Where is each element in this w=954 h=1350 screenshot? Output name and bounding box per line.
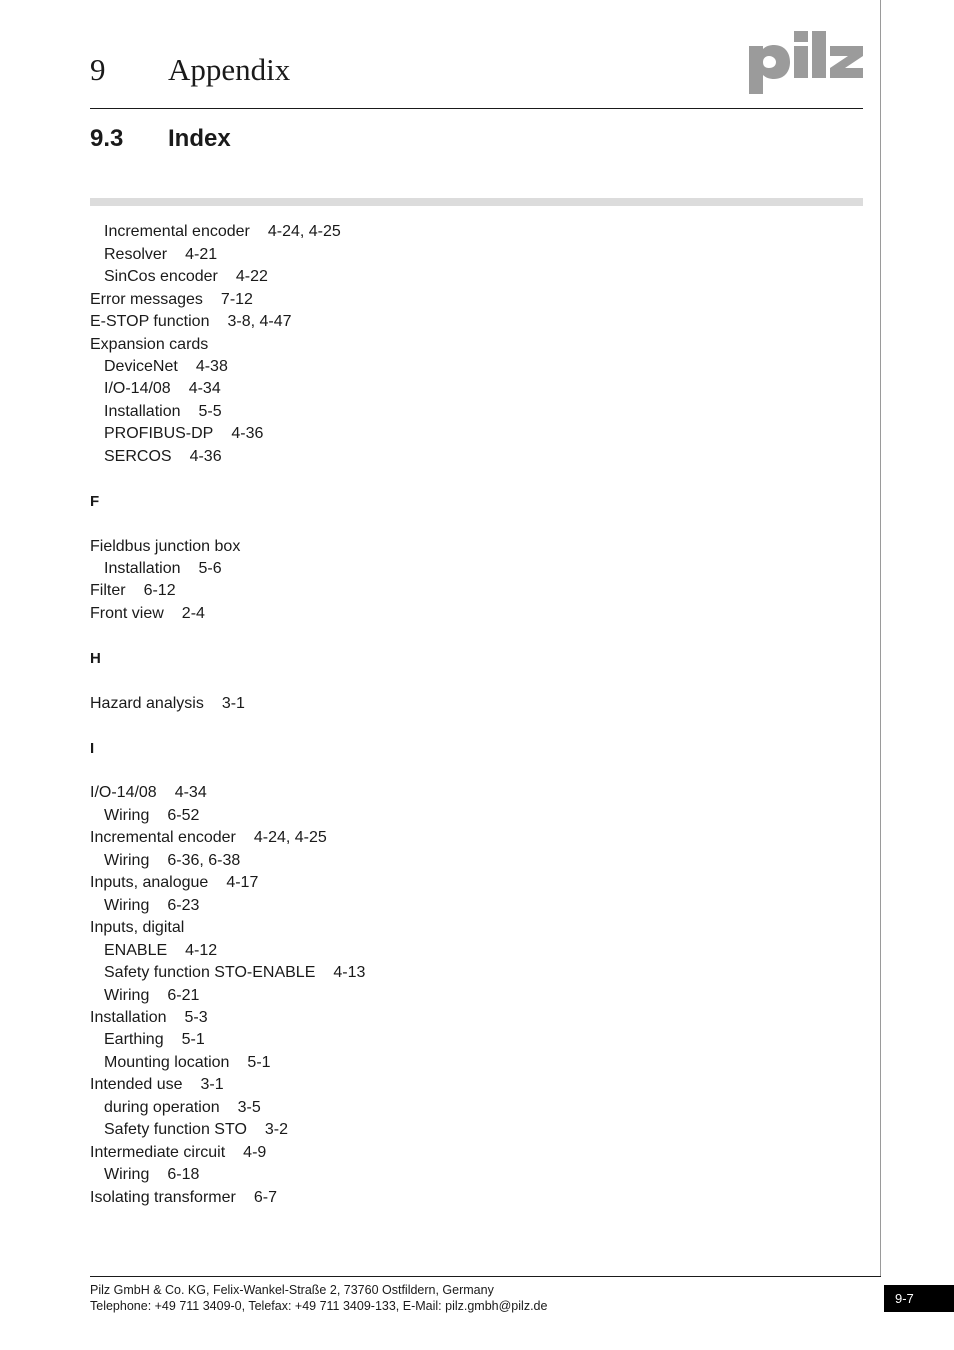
index-term: Inputs, analogue [90,874,209,891]
index-term: Hazard analysis [90,695,204,712]
index-entry [90,873,258,893]
section-title: Index [168,125,231,152]
index-pages: 4-9 [243,1144,267,1161]
index-term: Wiring [104,897,150,914]
index-term: Incremental encoder [90,829,236,846]
index-letter-heading: I [90,740,95,757]
index-term: Error messages [90,291,203,308]
index-pages: 3-5 [237,1099,261,1116]
index-term: Wiring [104,807,150,824]
index-pages: 7-12 [220,291,253,308]
index-term: Intended use [90,1076,183,1093]
index-pages: 4-12 [185,942,218,959]
index-entry [104,559,222,579]
index-pages: 4-22 [235,268,268,285]
index-term: Inputs, digital [90,919,185,936]
index-pages: 6-36, 6-38 [167,852,241,869]
index-entry [90,537,240,557]
index-term: Wiring [104,852,150,869]
index-term: E-STOP function [90,313,210,330]
index-term: Installation [104,560,181,577]
index-entry [104,245,217,265]
index-entry [104,896,199,916]
index-pages: 4-36 [231,425,264,442]
index-entry [104,1098,261,1118]
index-entry [90,828,327,848]
index-entry [104,1030,205,1050]
index-term: Safety function STO [104,1121,247,1138]
index-pages: 3-2 [264,1121,289,1138]
index-pages: 5-3 [184,1009,208,1026]
page-number-badge: 9-7 [884,1285,954,1312]
index-entry [104,447,222,467]
index-letter-heading: H [90,650,101,667]
index-term: Earthing [104,1031,164,1048]
index-pages: 4-24, 4-25 [253,829,327,846]
index-pages: 4-34 [188,380,221,397]
index-term: DeviceNet [104,358,178,375]
index-entry [104,851,240,871]
index-pages: 6-12 [143,582,176,599]
index-pages: 4-21 [185,246,218,263]
index-term: Front view [90,605,164,622]
index-entry [90,290,253,310]
index-term: I/O-14/08 [90,784,157,801]
index-entry [90,694,245,714]
index-term: ENABLE [104,942,168,959]
footer-address: Pilz GmbH & Co. KG, Felix-Wankel-Straße 2, 73760 Ostfildern, Germany [90,1283,494,1297]
index-pages: 4-36 [189,448,222,465]
right-margin-rule [880,0,881,1276]
index-pages: 3-1 [221,695,245,712]
section-divider-bar [90,198,863,206]
index-entry [104,1120,288,1140]
index-entry [90,1008,208,1028]
header-rule [90,108,863,109]
footer-rule [90,1276,881,1277]
chapter-number: 9 [90,52,106,87]
index-entry [104,1053,271,1073]
index-entry [90,1075,224,1095]
index-letter-heading: F [90,493,100,510]
index-term: SinCos encoder [104,268,218,285]
index-entry [104,222,341,242]
index-pages: 3-1 [200,1076,224,1093]
index-entry [90,783,207,803]
index-pages: 5-1 [181,1031,205,1048]
index-pages: 6-18 [167,1166,200,1183]
index-entry [104,963,365,983]
index-entry [90,918,184,938]
index-term: Installation [104,403,181,420]
index-term: during operation [104,1099,220,1116]
index-pages: 5-1 [247,1054,271,1071]
index-entry [90,604,205,624]
footer-contact: Telephone: +49 711 3409-0, Telefax: +49 711 3409-133, E-Mail: pilz.gmbh@pilz.de [90,1299,548,1313]
index-pages: 2-4 [181,605,205,622]
index-term: Wiring [104,987,150,1004]
index-pages: 4-34 [174,784,207,801]
index-entry [104,806,199,826]
index-term: Isolating transformer [90,1189,236,1206]
index-entry [104,986,199,1006]
index-entry [104,267,268,287]
index-entry [104,1165,199,1185]
index-entry [90,581,176,601]
index-term: SERCOS [104,448,172,465]
index-term: Wiring [104,1166,150,1183]
index-term: Installation [90,1009,167,1026]
index-pages: 4-17 [226,874,259,891]
index-term: Mounting location [104,1054,230,1071]
index-pages: 3-8, 4-47 [227,313,292,330]
index-term: Intermediate circuit [90,1144,226,1161]
index-term: Resolver [104,246,168,263]
index-entry [104,941,217,961]
index-entry [90,312,292,332]
index-entry [90,1188,277,1208]
index-entry [90,335,208,355]
index-entry [90,1143,266,1163]
index-pages: 5-6 [198,560,222,577]
section-number: 9.3 [90,125,124,152]
index-term: Incremental encoder [104,223,250,240]
index-pages: 6-7 [253,1189,277,1206]
chapter-title: Appendix [168,52,291,87]
index-pages: 6-21 [167,987,200,1004]
index-entry [104,357,228,377]
pilz-logo [746,28,866,101]
index-term: PROFIBUS-DP [104,425,214,442]
index-entry [104,379,221,399]
index-pages: 4-13 [333,964,366,981]
index-entry [104,424,263,444]
index-pages: 5-5 [198,403,222,420]
index-entry [104,402,222,422]
index-term: I/O-14/08 [104,380,171,397]
index-pages: 6-23 [167,897,200,914]
index-term: Fieldbus junction box [90,538,241,555]
index-term: Safety function STO-ENABLE [104,964,316,981]
index-pages: 6-52 [167,807,200,824]
index-pages: 4-38 [195,358,228,375]
index-pages: 4-24, 4-25 [267,223,341,240]
index-term: Filter [90,582,126,599]
index-term: Expansion cards [90,336,209,353]
